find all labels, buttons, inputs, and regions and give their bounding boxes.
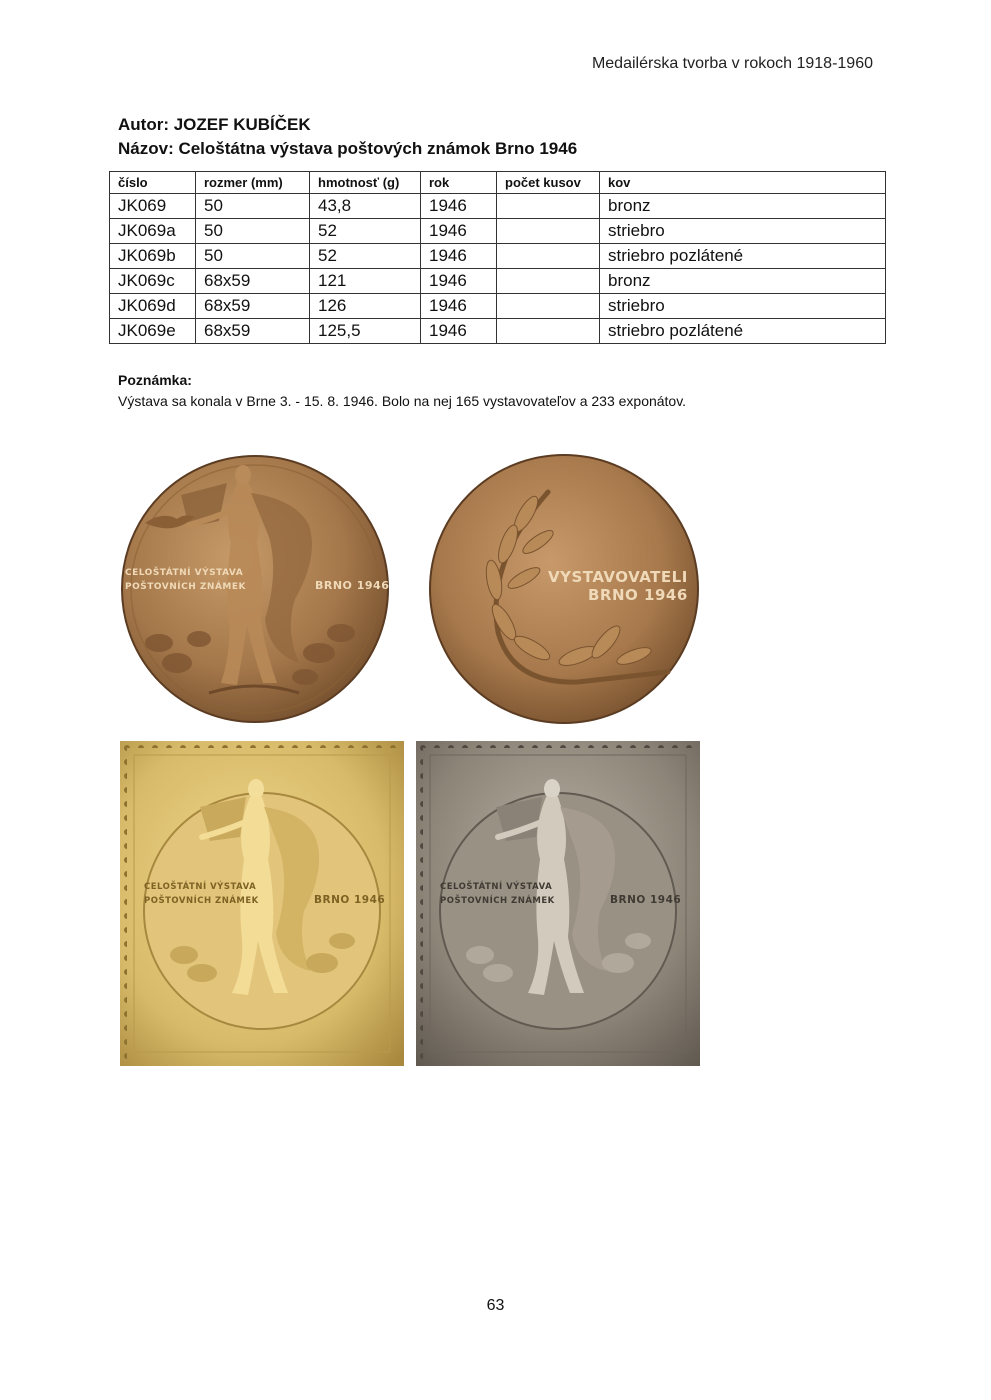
- column-header: rozmer (mm): [196, 172, 310, 194]
- table-cell: 43,8: [310, 194, 421, 219]
- column-header: kov: [600, 172, 886, 194]
- table-row: [110, 319, 886, 344]
- table-header-row: [110, 172, 886, 194]
- table-cell: bronz: [600, 194, 886, 219]
- table-cell: 1946: [421, 294, 497, 319]
- table-cell: striebro: [600, 294, 886, 319]
- medal-obverse-photo: [119, 453, 391, 725]
- silver-city-year: BRNO 1946: [610, 894, 682, 906]
- table-cell: striebro: [600, 219, 886, 244]
- table-row: [110, 269, 886, 294]
- table-cell: 50: [196, 194, 310, 219]
- table-cell: [497, 294, 600, 319]
- table-cell: [497, 269, 600, 294]
- table-row: [110, 244, 886, 269]
- note-label: Poznámka:: [118, 372, 192, 388]
- table-cell: bronz: [600, 269, 886, 294]
- table-row: [110, 294, 886, 319]
- table-cell: [497, 219, 600, 244]
- table-cell: 1946: [421, 194, 497, 219]
- page-number: 63: [486, 1297, 505, 1314]
- table-cell: JK069: [110, 194, 196, 219]
- gilt-legend-line2: POŠTOVNÍCH ZNÁMEK: [144, 896, 259, 906]
- table-cell: JK069e: [110, 319, 196, 344]
- column-header: číslo: [110, 172, 196, 194]
- table-cell: 126: [310, 294, 421, 319]
- table-cell: 1946: [421, 244, 497, 269]
- table-cell: JK069b: [110, 244, 196, 269]
- silver-legend-line1: CELOŠTÁTNÍ VÝSTAVA: [440, 882, 553, 892]
- table-cell: 1946: [421, 319, 497, 344]
- specs-table: [109, 171, 886, 344]
- table-cell: [497, 194, 600, 219]
- table-cell: 68x59: [196, 294, 310, 319]
- table-cell: striebro pozlátené: [600, 319, 886, 344]
- obverse-legend-line1: CELOŠTÁTNÍ VÝSTAVA: [125, 568, 244, 578]
- table-cell: 1946: [421, 219, 497, 244]
- title-heading: Názov: Celoštátna výstava poštových známok Brno 1946: [118, 139, 578, 158]
- reverse-legend-line1: VYSTAVOVATELI: [548, 568, 688, 586]
- table-cell: JK069a: [110, 219, 196, 244]
- gilt-legend-line1: CELOŠTÁTNÍ VÝSTAVA: [144, 882, 257, 892]
- table-row: [110, 194, 886, 219]
- gilt-city-year: BRNO 1946: [314, 894, 386, 906]
- table-cell: [497, 319, 600, 344]
- column-header: počet kusov: [497, 172, 600, 194]
- figure-head: [235, 465, 251, 485]
- table-cell: 121: [310, 269, 421, 294]
- table-cell: 68x59: [196, 269, 310, 294]
- reverse-legend-line2: BRNO 1946: [588, 586, 688, 604]
- column-header: hmotnosť (g): [310, 172, 421, 194]
- running-header: Medailérska tvorba v rokoch 1918-1960: [591, 55, 873, 72]
- plaquette-silver-photo: [416, 741, 700, 1066]
- table-cell: 68x59: [196, 319, 310, 344]
- medal-reverse-photo: [428, 452, 700, 726]
- table-cell: striebro pozlátené: [600, 244, 886, 269]
- table-cell: 125,5: [310, 319, 421, 344]
- column-header: rok: [421, 172, 497, 194]
- obverse-legend-line2: POŠTOVNÍCH ZNÁMEK: [125, 582, 246, 592]
- table-cell: 50: [196, 244, 310, 269]
- author-heading: Autor: JOZEF KUBÍČEK: [118, 115, 311, 134]
- table-cell: 52: [310, 219, 421, 244]
- obverse-city-year: BRNO 1946: [315, 579, 390, 592]
- note-text: Výstava sa konala v Brne 3. - 15. 8. 1946. Bolo na nej 165 vystavovateľov a 233 exponátov.: [118, 393, 687, 409]
- table-cell: 50: [196, 219, 310, 244]
- table-cell: JK069d: [110, 294, 196, 319]
- table-cell: [497, 244, 600, 269]
- plaquette-gilt-photo: [120, 741, 404, 1066]
- silver-legend-line2: POŠTOVNÍCH ZNÁMEK: [440, 896, 555, 906]
- table-cell: JK069c: [110, 269, 196, 294]
- table-row: [110, 219, 886, 244]
- table-cell: 52: [310, 244, 421, 269]
- table-cell: 1946: [421, 269, 497, 294]
